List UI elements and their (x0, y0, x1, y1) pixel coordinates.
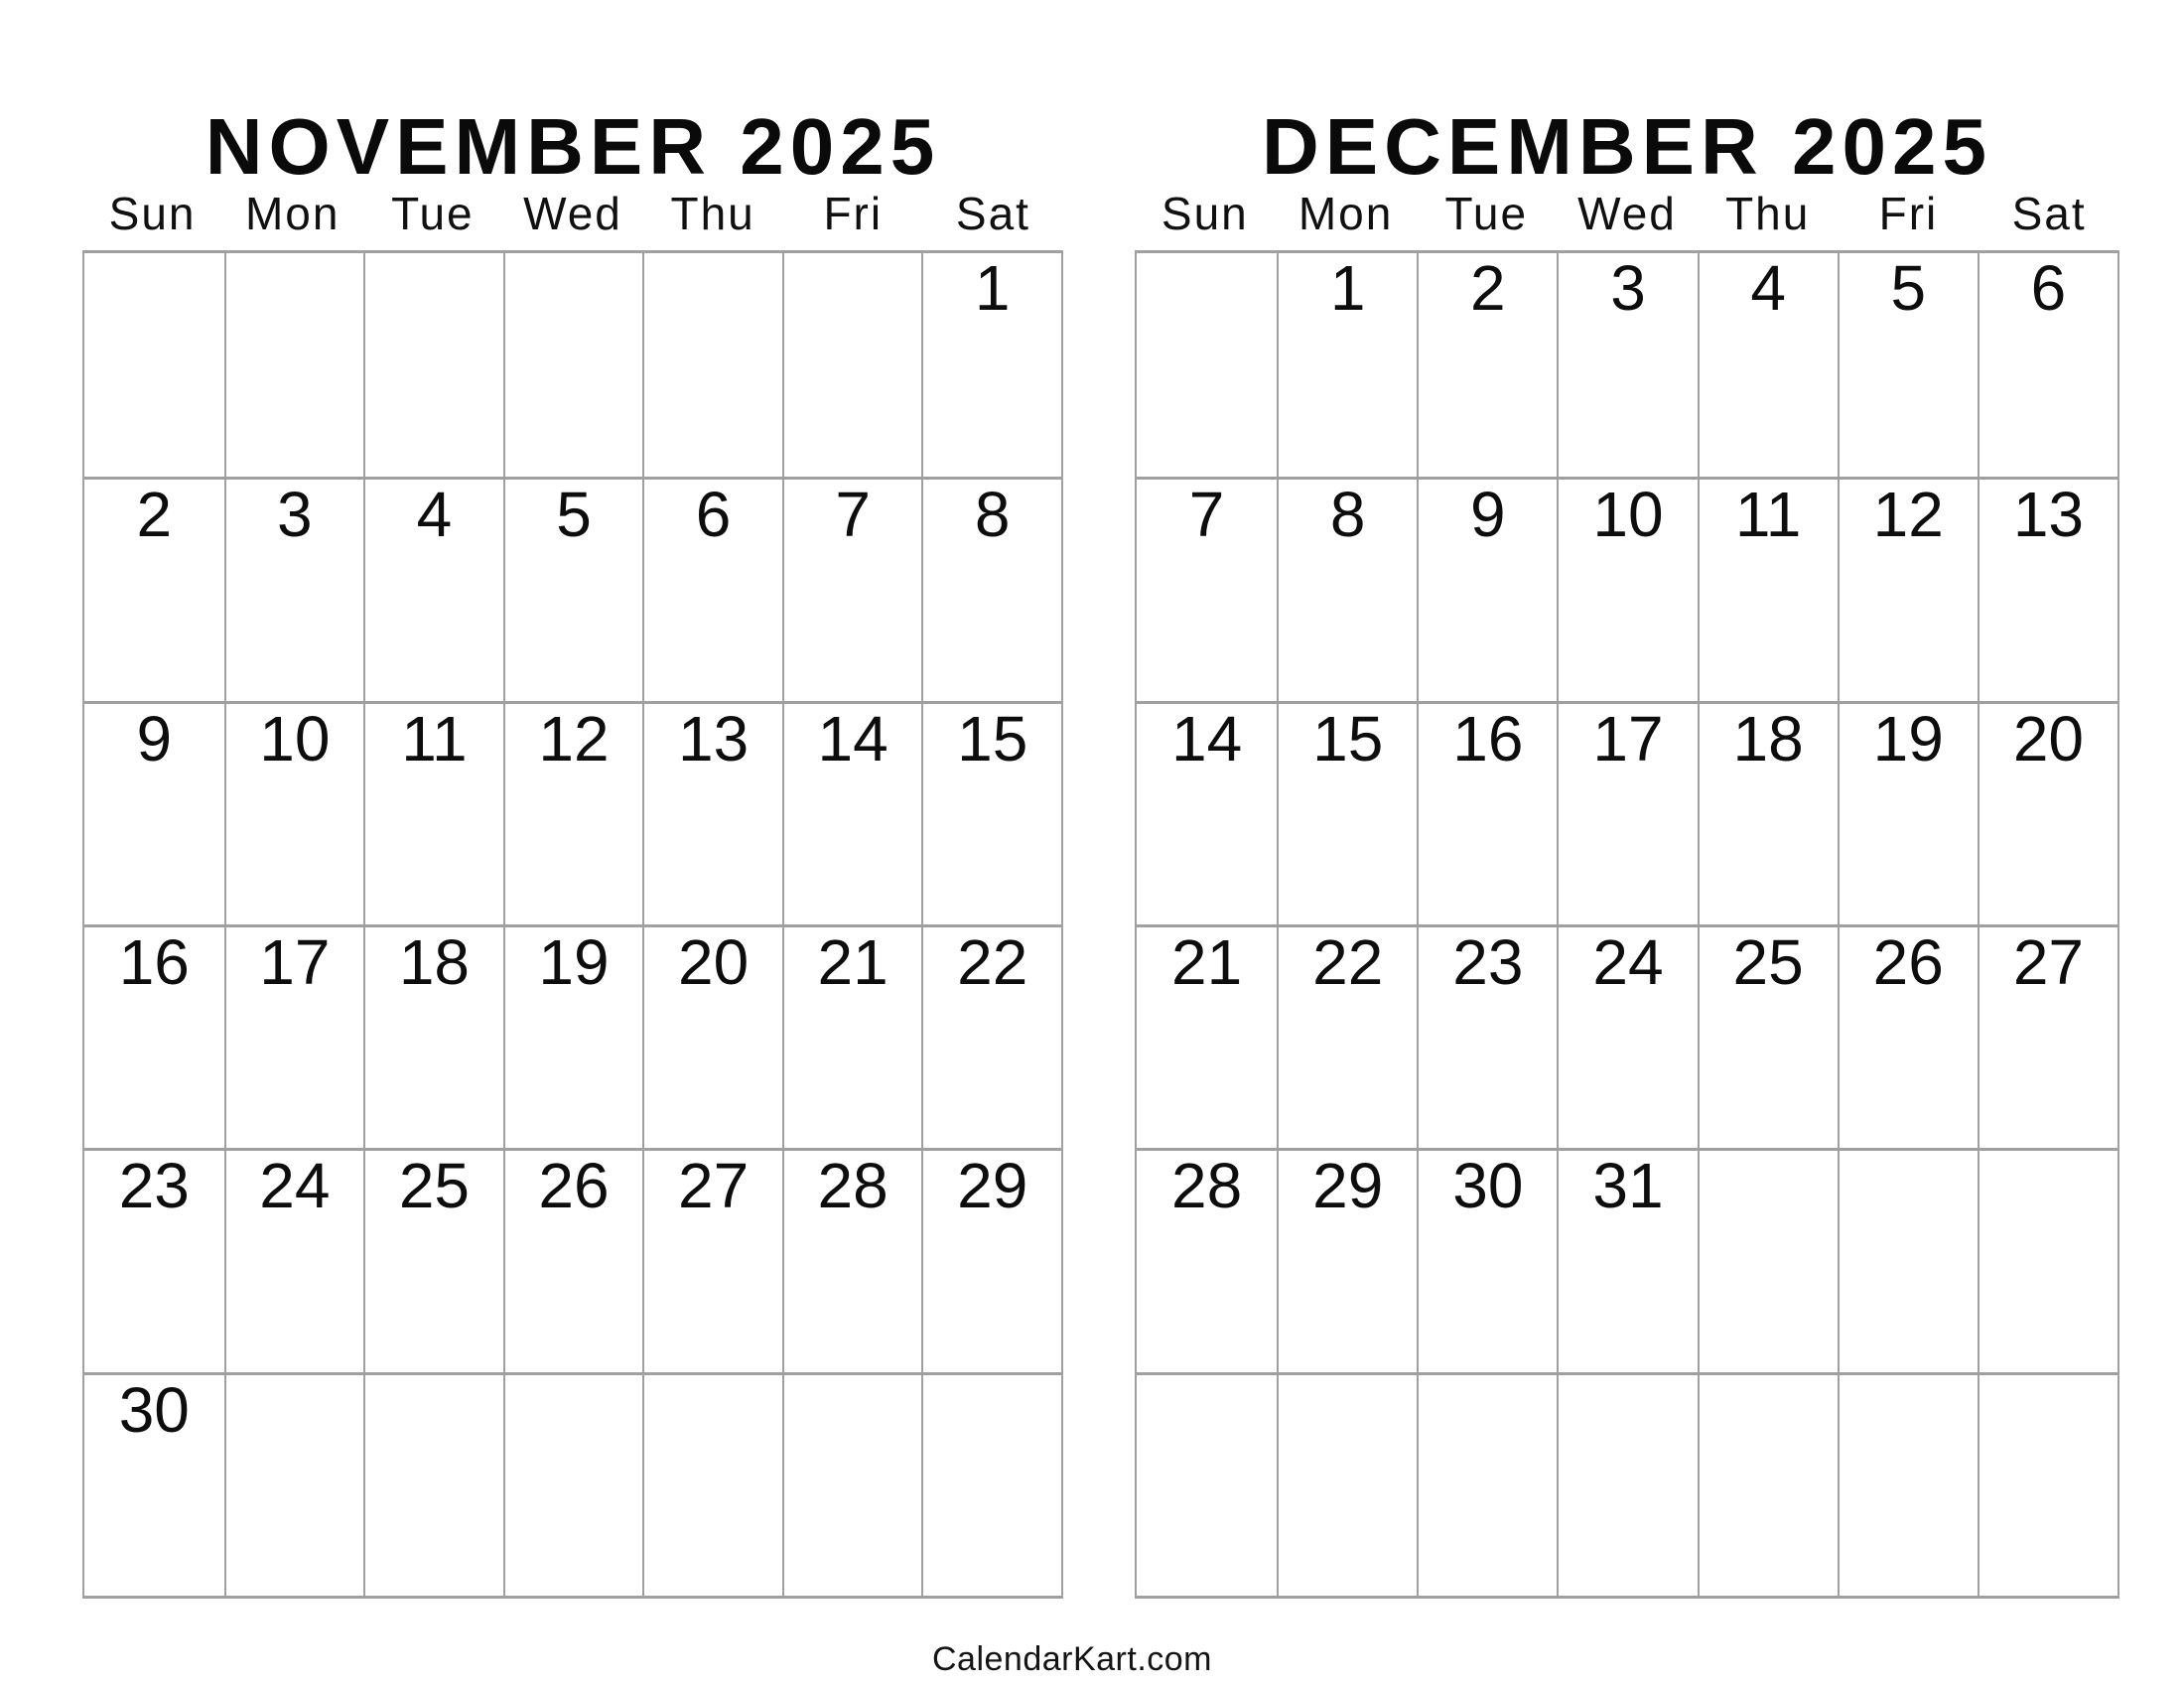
day-cell (503, 253, 643, 477)
day-cell (363, 477, 503, 700)
day-cell (642, 924, 782, 1148)
day-number (365, 1375, 503, 1378)
day-number: 16 (1452, 702, 1524, 774)
day-cell (1137, 253, 1277, 477)
day-cell (1277, 1148, 1417, 1371)
day-number: 3 (1610, 252, 1646, 324)
day-cell (363, 253, 503, 477)
day-cell (1137, 701, 1277, 924)
day-number: 27 (677, 1150, 750, 1222)
day-cell (782, 924, 922, 1148)
day-number (1279, 1375, 1417, 1378)
day-cell (782, 701, 922, 924)
day-cell (1698, 701, 1838, 924)
day-number (1700, 1151, 1838, 1154)
day-number: 19 (538, 925, 610, 998)
day-number (1700, 1375, 1838, 1378)
day-number (505, 253, 643, 256)
day-cell (921, 1148, 1061, 1371)
day-cell (84, 1148, 224, 1371)
day-cell (921, 253, 1061, 477)
day-cell (921, 701, 1061, 924)
day-cell (1557, 924, 1697, 1148)
day-cell (782, 1372, 922, 1596)
day-number: 29 (957, 1150, 1028, 1222)
day-number: 3 (277, 479, 313, 551)
day-number: 30 (1452, 1150, 1524, 1222)
day-of-week-label: Sat (955, 188, 1030, 239)
day-number: 21 (1170, 925, 1243, 998)
day-number: 24 (1592, 925, 1664, 998)
november-day-names-row (82, 188, 1063, 239)
day-number: 7 (1188, 479, 1225, 551)
day-cell (782, 1148, 922, 1371)
day-cell (1277, 701, 1417, 924)
day-cell (363, 701, 503, 924)
day-cell (224, 477, 364, 700)
day-number: 15 (1312, 702, 1384, 774)
day-number: 26 (538, 1150, 610, 1222)
day-number: 15 (957, 702, 1028, 774)
day-cell (1978, 477, 2117, 700)
day-number (1137, 253, 1277, 256)
day-cell (1698, 1372, 1838, 1596)
day-number (226, 253, 364, 256)
day-number: 25 (398, 1150, 471, 1222)
day-number: 20 (2012, 702, 2084, 774)
day-cell (1417, 1372, 1557, 1596)
day-number (1137, 1375, 1277, 1378)
day-number (505, 1375, 643, 1378)
day-number: 14 (1170, 702, 1243, 774)
day-number: 17 (259, 925, 331, 998)
day-cell (503, 924, 643, 1148)
day-number: 10 (1592, 479, 1664, 551)
day-number: 9 (136, 702, 173, 774)
day-number: 13 (2012, 479, 2084, 551)
day-cell (84, 1372, 224, 1596)
day-number: 12 (1872, 479, 1944, 551)
day-number (1419, 1375, 1557, 1378)
day-cell (1137, 1372, 1277, 1596)
day-number (644, 1375, 782, 1378)
day-number: 6 (695, 479, 732, 551)
day-of-week-label: Sun (108, 188, 197, 239)
day-number: 28 (1170, 1150, 1243, 1222)
day-of-week-label: Mon (1297, 188, 1394, 239)
day-cell (1978, 1148, 2117, 1371)
day-cell (1277, 924, 1417, 1148)
december-grid (1135, 250, 2119, 1599)
day-cell (1557, 1372, 1697, 1596)
day-number (1979, 1375, 2117, 1378)
day-cell (642, 1148, 782, 1371)
day-cell (1557, 477, 1697, 700)
day-cell (1137, 477, 1277, 700)
day-of-week-label: Mon (244, 188, 341, 239)
day-cell (921, 924, 1061, 1148)
site-footer: CalendarKart.com (931, 1640, 1212, 1678)
december-calendar (1135, 0, 2119, 1688)
day-cell (1978, 701, 2117, 924)
day-cell (1137, 1148, 1277, 1371)
day-cell (782, 253, 922, 477)
day-number: 1 (974, 252, 1011, 324)
day-cell (1137, 924, 1277, 1148)
day-number: 10 (259, 702, 331, 774)
day-number (644, 253, 782, 256)
day-cell (224, 1148, 364, 1371)
day-cell (642, 477, 782, 700)
day-number (784, 1375, 922, 1378)
day-cell (84, 253, 224, 477)
day-cell (224, 701, 364, 924)
day-cell (1838, 253, 1978, 477)
day-cell (84, 924, 224, 1148)
day-of-week-label: Sat (2011, 188, 2087, 239)
day-number: 29 (1312, 1150, 1384, 1222)
day-cell (921, 477, 1061, 700)
day-number: 16 (118, 925, 190, 998)
day-number: 19 (1872, 702, 1944, 774)
day-number (1979, 1151, 2117, 1154)
december-title: DECEMBER 2025 (1261, 101, 1992, 191)
day-number (1840, 1375, 1978, 1378)
day-of-week-label: Wed (523, 188, 622, 239)
day-of-week-label: Tue (1444, 188, 1529, 239)
day-cell (84, 701, 224, 924)
day-cell (1698, 924, 1838, 1148)
day-cell (1698, 253, 1838, 477)
day-cell (224, 253, 364, 477)
day-number: 31 (1592, 1150, 1664, 1222)
day-cell (782, 477, 922, 700)
day-cell (1838, 1148, 1978, 1371)
day-number: 6 (2030, 252, 2067, 324)
day-number: 8 (974, 479, 1011, 551)
day-cell (1978, 253, 2117, 477)
day-number (226, 1375, 364, 1378)
day-cell (1417, 253, 1557, 477)
day-cell (1277, 1372, 1417, 1596)
day-cell (1557, 1148, 1697, 1371)
december-day-names-row (1135, 188, 2119, 239)
day-cell (1698, 477, 1838, 700)
day-of-week-label: Sun (1160, 188, 1249, 239)
day-cell (503, 477, 643, 700)
day-of-week-label: Wed (1577, 188, 1677, 239)
november-grid (82, 250, 1063, 1599)
day-cell (642, 701, 782, 924)
day-number: 12 (538, 702, 610, 774)
day-number: 30 (118, 1373, 190, 1446)
day-cell (1277, 253, 1417, 477)
day-cell (224, 1372, 364, 1596)
day-number (84, 253, 224, 256)
day-number: 21 (817, 925, 888, 998)
november-calendar (82, 0, 1063, 1688)
day-number (1840, 1151, 1978, 1154)
day-of-week-label: Tue (391, 188, 475, 239)
day-number (365, 253, 503, 256)
day-number (1559, 1375, 1697, 1378)
day-number: 8 (1329, 479, 1366, 551)
day-number: 23 (118, 1150, 190, 1222)
day-cell (1417, 701, 1557, 924)
day-number: 18 (1732, 702, 1804, 774)
day-cell (1557, 701, 1697, 924)
day-of-week-label: Thu (670, 188, 755, 239)
day-number: 18 (398, 925, 471, 998)
day-number: 7 (835, 479, 871, 551)
day-cell (363, 1372, 503, 1596)
day-number (784, 253, 922, 256)
day-cell (1838, 701, 1978, 924)
day-number: 5 (1890, 252, 1927, 324)
day-cell (1417, 477, 1557, 700)
day-cell (921, 1372, 1061, 1596)
day-cell (1838, 1372, 1978, 1596)
day-cell (1838, 924, 1978, 1148)
day-number: 24 (259, 1150, 331, 1222)
day-number: 11 (401, 702, 468, 774)
day-cell (1978, 1372, 2117, 1596)
day-cell (1557, 253, 1697, 477)
day-cell (1978, 924, 2117, 1148)
day-cell (642, 253, 782, 477)
day-cell (363, 924, 503, 1148)
day-cell (1838, 477, 1978, 700)
day-number: 28 (817, 1150, 888, 1222)
day-number: 25 (1732, 925, 1804, 998)
day-number: 17 (1592, 702, 1664, 774)
day-number: 23 (1452, 925, 1524, 998)
day-number: 9 (1470, 479, 1506, 551)
day-cell (1698, 1148, 1838, 1371)
day-cell (642, 1372, 782, 1596)
day-cell (1277, 477, 1417, 700)
day-cell (503, 1148, 643, 1371)
day-of-week-label: Thu (1725, 188, 1811, 239)
day-number: 2 (1470, 252, 1506, 324)
day-number: 22 (1312, 925, 1384, 998)
day-of-week-label: Fri (823, 188, 884, 239)
day-number (923, 1375, 1061, 1378)
day-of-week-label: Fri (1878, 188, 1939, 239)
day-number: 14 (817, 702, 888, 774)
day-number: 2 (136, 479, 173, 551)
day-number: 27 (2012, 925, 2084, 998)
day-cell (363, 1148, 503, 1371)
day-cell (84, 477, 224, 700)
day-cell (503, 1372, 643, 1596)
day-number: 22 (957, 925, 1028, 998)
day-number: 1 (1329, 252, 1366, 324)
day-number: 11 (1734, 479, 1802, 551)
november-title: NOVEMBER 2025 (205, 101, 941, 191)
day-cell (503, 701, 643, 924)
day-number: 4 (416, 479, 453, 551)
day-cell (224, 924, 364, 1148)
day-number: 26 (1872, 925, 1944, 998)
day-number: 20 (677, 925, 750, 998)
day-number: 13 (677, 702, 750, 774)
day-number: 5 (556, 479, 592, 551)
day-cell (1417, 1148, 1557, 1371)
day-cell (1417, 924, 1557, 1148)
day-number: 4 (1750, 252, 1786, 324)
